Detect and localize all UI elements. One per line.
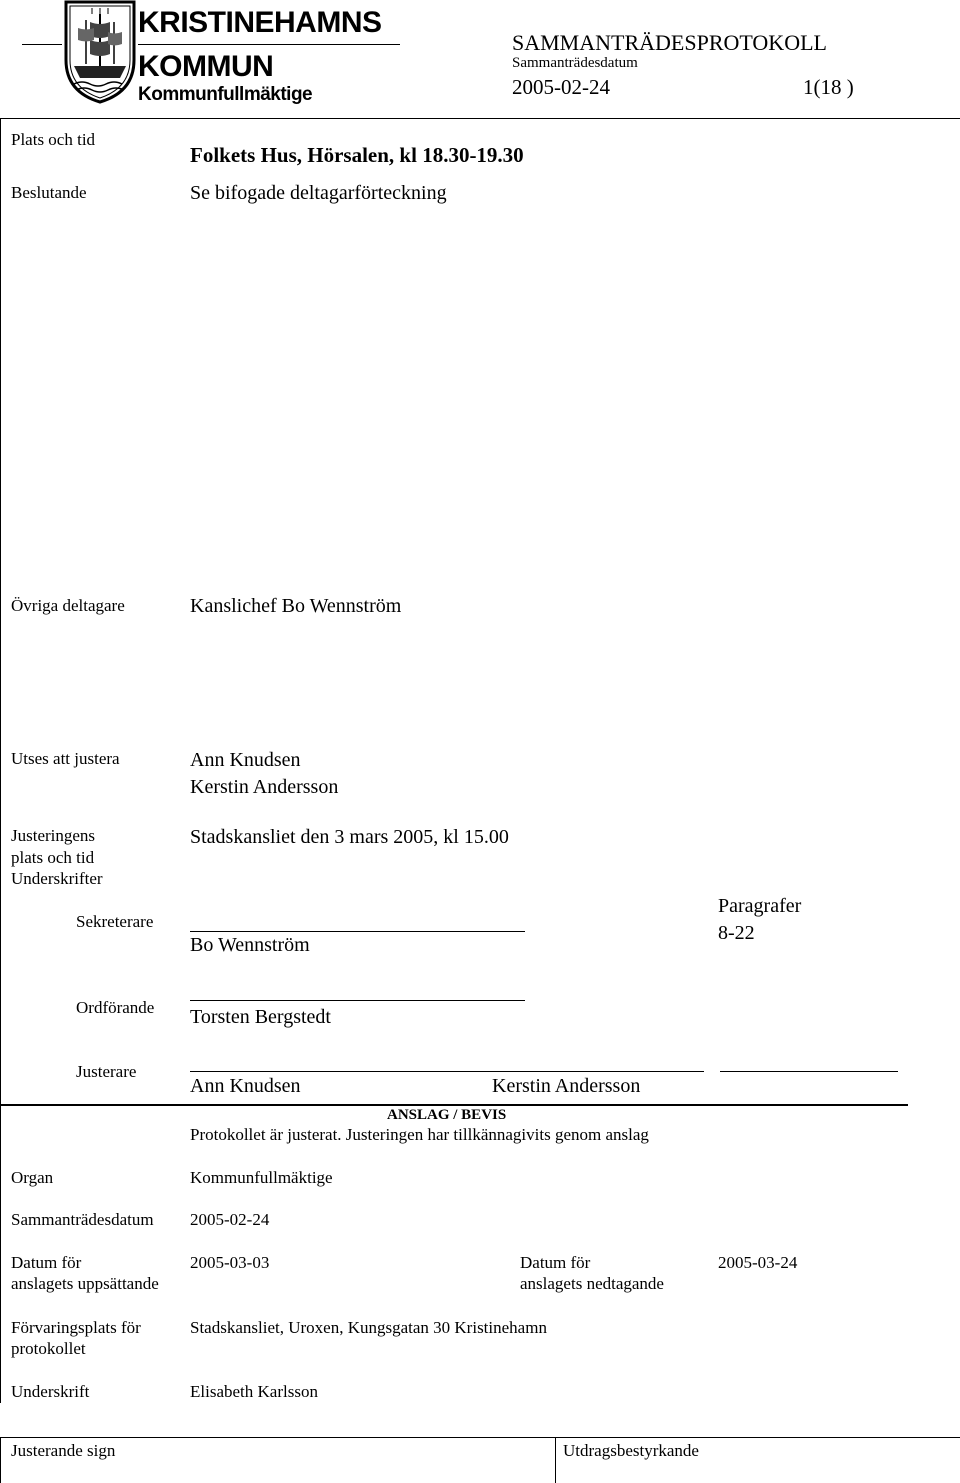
forvaring-value: Stadskansliet, Uroxen, Kungsgatan 30 Kristinehamn — [190, 1318, 547, 1337]
justering-value: Stadskansliet den 3 mars 2005, kl 15.00 — [190, 826, 509, 848]
underskrifter-label: Underskrifter — [11, 869, 103, 888]
document-type: SAMMANTRÄDESPROTOKOLL — [512, 30, 827, 55]
ovriga-label: Övriga deltagare — [11, 596, 125, 615]
justerare-signature-line — [190, 1071, 704, 1072]
uppsattande-value: 2005-03-03 — [190, 1253, 270, 1272]
beslutande-label: Beslutande — [11, 183, 87, 202]
justering-label-2: plats och tid — [11, 848, 95, 867]
utses-label: Utses att justera — [11, 749, 120, 768]
meeting-date-label: Sammanträdesdatum — [512, 55, 638, 71]
header-title-rule — [138, 44, 400, 45]
anslag-date-label: Sammanträdesdatum — [11, 1210, 154, 1229]
sekreterare-label: Sekreterare — [76, 912, 154, 931]
coat-of-arms-logo — [62, 0, 138, 104]
header-left-rule — [22, 44, 62, 45]
footer-left-border — [0, 1437, 1, 1483]
anslag-date-value: 2005-02-24 — [190, 1210, 270, 1229]
anslag-title: ANSLAG / BEVIS — [387, 1107, 507, 1123]
nedtagande-label-1: Datum för — [520, 1253, 591, 1272]
justering-label-1: Justeringens — [11, 826, 96, 845]
justerare-name-1: Ann Knudsen — [190, 1075, 301, 1097]
forvaring-label-1: Förvaringsplats för — [11, 1318, 141, 1337]
plats-value: Folkets Hus, Hörsalen, kl 18.30-19.30 — [190, 143, 524, 167]
justerare-name-2: Kerstin Andersson — [492, 1075, 641, 1097]
utdragsbestyrkande-label: Utdragsbestyrkande — [563, 1441, 699, 1460]
uppsattande-label-2: anslagets uppsättande — [11, 1274, 159, 1293]
justerare-label: Justerare — [76, 1062, 137, 1081]
footer-top-border — [0, 1437, 960, 1438]
justerande-sign-label: Justerande sign — [11, 1441, 116, 1460]
utses-value-1: Ann Knudsen — [190, 749, 301, 771]
header-bottom-border — [0, 118, 960, 119]
plats-label: Plats och tid — [11, 130, 96, 149]
ordforande-name: Torsten Bergstedt — [190, 1006, 331, 1028]
nedtagande-label-2: anslagets nedtagande — [520, 1274, 664, 1293]
ordforande-label: Ordförande — [76, 998, 155, 1017]
org-name-line1: KRISTINEHAMNS — [138, 6, 382, 39]
footer-divider — [555, 1437, 556, 1483]
organ-value: Kommunfullmäktige — [190, 1168, 333, 1187]
underskrift-value: Elisabeth Karlsson — [190, 1382, 318, 1401]
paragrafer-label: Paragrafer — [718, 895, 802, 917]
org-committee: Kommunfullmäktige — [138, 84, 313, 105]
underskrift-label: Underskrift — [11, 1382, 90, 1401]
page-number: 1(18 ) — [803, 75, 854, 99]
uppsattande-label-1: Datum för — [11, 1253, 82, 1272]
forvaring-label-2: protokollet — [11, 1339, 86, 1358]
left-border — [0, 118, 1, 1403]
sekreterare-signature-line — [190, 931, 525, 932]
utses-value-2: Kerstin Andersson — [190, 776, 339, 798]
paragrafer-value: 8-22 — [718, 922, 755, 944]
anslag-text: Protokollet är justerat. Justeringen har tillkännagivits genom anslag — [190, 1125, 649, 1144]
organ-label: Organ — [11, 1168, 54, 1187]
ordforande-signature-line — [190, 1000, 525, 1001]
justerare-extra-signature-line — [720, 1071, 898, 1072]
sekreterare-name: Bo Wennström — [190, 934, 310, 956]
org-name-line2: KOMMUN — [138, 50, 274, 83]
beslutande-value: Se bifogade deltagarförteckning — [190, 182, 447, 204]
nedtagande-value: 2005-03-24 — [718, 1253, 798, 1272]
anslag-top-border — [0, 1104, 908, 1106]
ovriga-value: Kanslichef Bo Wennström — [190, 595, 402, 617]
meeting-date: 2005-02-24 — [512, 75, 610, 99]
